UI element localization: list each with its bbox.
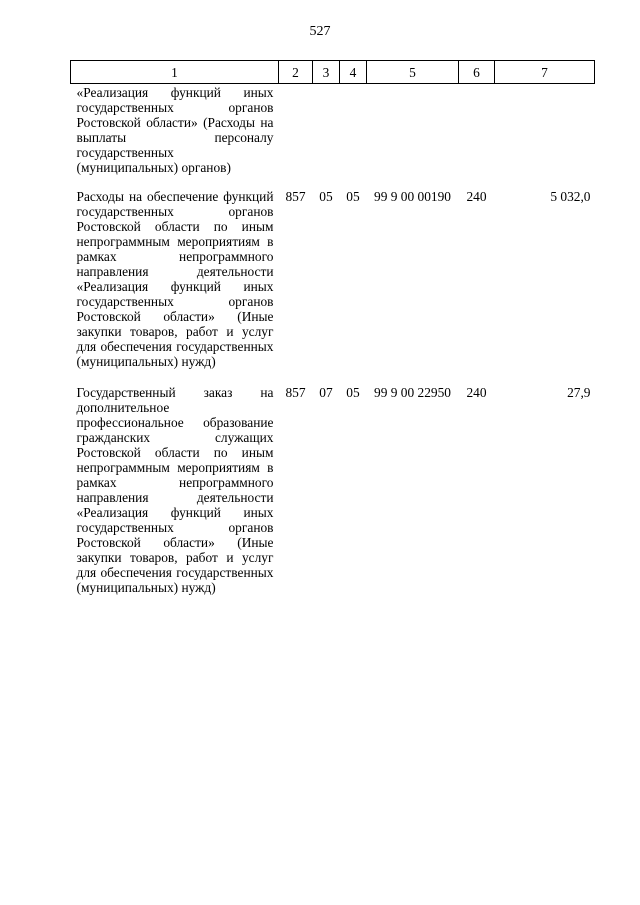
header-col-5: 5 [367, 61, 459, 84]
row-description: «Реализация функций иных государственных органов Ростовской области» (Расходы на выплаты персоналу государственных (муниципальных) органов) [76, 85, 274, 175]
header-col-3: 3 [313, 61, 340, 84]
table-row [71, 188, 595, 384]
row-amount: 27,9 [567, 385, 591, 400]
header-col-1: 1 [71, 61, 279, 84]
row-amount: 5 032,0 [550, 189, 591, 204]
header-col-7: 7 [495, 61, 595, 84]
row-target-article: 99 9 00 22950 [374, 385, 451, 400]
row-target-article: 99 9 00 00190 [374, 189, 451, 204]
row-amount [495, 84, 595, 189]
table-row [71, 384, 595, 610]
header-col-6: 6 [459, 61, 495, 84]
header-col-4: 4 [340, 61, 367, 84]
row-target-article [367, 84, 459, 189]
table-header-row [71, 61, 595, 84]
row-ministry-code: 857 [285, 385, 306, 400]
row-subsection-code: 05 [346, 189, 360, 204]
row-subsection-code: 05 [346, 385, 360, 400]
row-description: Государственный заказ на дополнительное профессиональное образование гражданских служащих Ростовской области по иным непрограммным мероприятиям в рамках непрограммного направления деятельности «Реализация функций иных государственных органов Ростовской области» (Иные закупки товаров, работ и услуг для обеспечения государственных (муниципальных) нужд) [76, 385, 274, 595]
row-section-code: 07 [319, 385, 333, 400]
header-col-2: 2 [279, 61, 313, 84]
page-number: 527 [309, 24, 331, 39]
budget-table [70, 60, 595, 610]
row-expense-type [459, 84, 495, 189]
row-description: Расходы на обеспечение функций государственных органов Ростовской области по иным непрограммным мероприятиям в рамках непрограммного направления деятельности «Реализация функций иных государственных органов Ростовской области» (Иные закупки товаров, работ и услуг для обеспечения государственных (муниципальных) нужд) [76, 189, 274, 369]
row-expense-type: 240 [466, 189, 487, 204]
row-section-code: 05 [319, 189, 333, 204]
row-expense-type: 240 [466, 385, 487, 400]
table-row [71, 84, 595, 189]
row-ministry-code [279, 84, 313, 189]
row-ministry-code: 857 [285, 189, 306, 204]
row-section-code [313, 84, 340, 189]
row-subsection-code [340, 84, 367, 189]
